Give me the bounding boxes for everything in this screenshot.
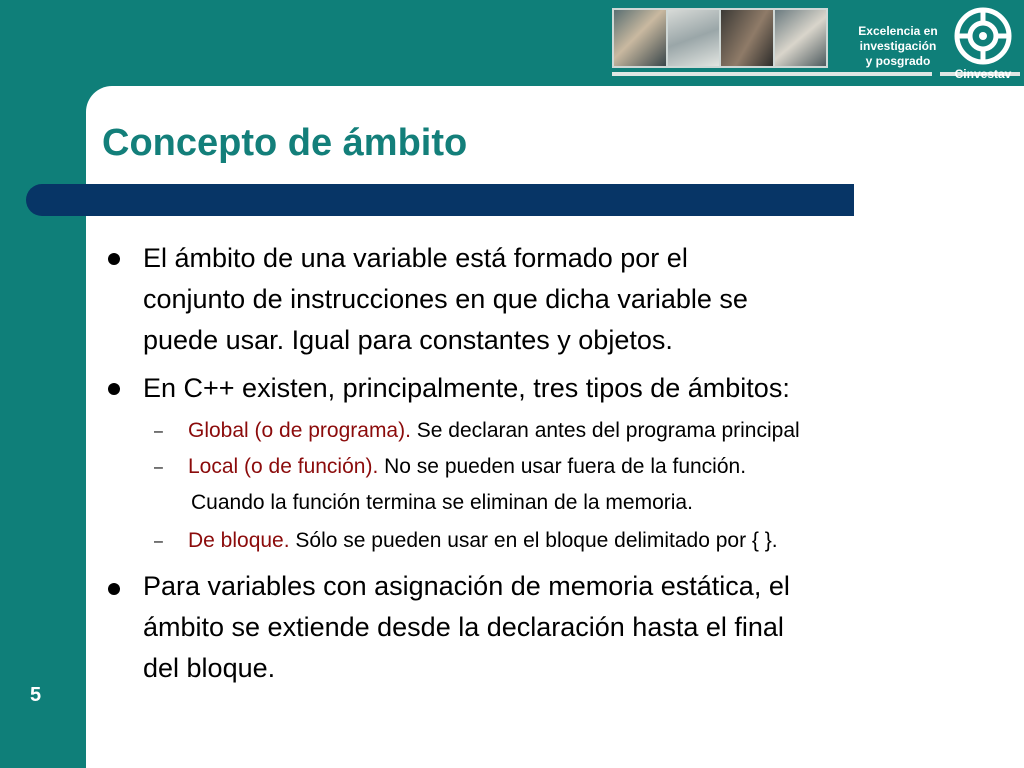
lab-photo: [614, 10, 666, 66]
cinvestav-logo-icon: [950, 6, 1016, 66]
bullet-line: puede usar. Igual para constantes y objetos.: [143, 325, 673, 355]
bullet-icon: [108, 583, 120, 595]
bullet-line: del bloque.: [143, 653, 276, 683]
sub-item: [188, 452, 746, 482]
tagline-line: y posgrado: [865, 54, 931, 68]
lab-photo: [721, 10, 773, 66]
header-photo-strip: [612, 8, 828, 68]
sub-item-term: De bloque.: [188, 529, 290, 552]
bullet-line: El ámbito de una variable está formado por el: [143, 243, 688, 273]
bullet-icon: [108, 383, 120, 395]
sub-bullet-dash: –: [154, 533, 163, 550]
bullet-line: En C++ existen, principalmente, tres tipos de ámbitos:: [143, 373, 790, 403]
sub-bullet-dash: –: [154, 459, 163, 476]
page-number: 5: [30, 684, 42, 706]
header-tagline: [848, 24, 948, 69]
sub-item: [188, 416, 800, 446]
bullet-text: [143, 368, 790, 409]
bullet-line: ámbito se extiende desde la declaración hasta el final: [143, 612, 784, 642]
slide-title: Concepto de ámbito: [102, 122, 468, 164]
bullet-line: conjunto de instrucciones en que dicha variable se: [143, 284, 748, 314]
bullet-line: Para variables con asignación de memoria estática, el: [143, 571, 790, 601]
tagline-line: Excelencia en: [858, 24, 938, 38]
bullet-text: [143, 238, 748, 361]
sub-item-continuation: Cuando la función termina se eliminan de la memoria.: [191, 491, 693, 514]
sub-item: [188, 526, 778, 556]
sub-bullet-dash: –: [154, 423, 163, 440]
header-divider: [612, 72, 932, 76]
bullet-icon: [108, 253, 120, 265]
sub-item-text: No se pueden usar fuera de la función.: [378, 455, 747, 478]
sub-item-text: Sólo se pueden usar en el bloque delimitado por { }.: [289, 529, 778, 552]
tagline-line: investigación: [859, 39, 937, 53]
lab-photo: [775, 10, 827, 66]
lab-photo: [668, 10, 720, 66]
title-underline-bar: [26, 184, 854, 216]
bullet-text: [143, 566, 790, 689]
sub-item-text: Se declaran antes del programa principal: [410, 419, 800, 442]
sub-item-term: Global (o de programa).: [188, 419, 411, 442]
logo-label: Cinvestav: [954, 67, 1012, 81]
sub-item-term: Local (o de función).: [188, 455, 379, 478]
